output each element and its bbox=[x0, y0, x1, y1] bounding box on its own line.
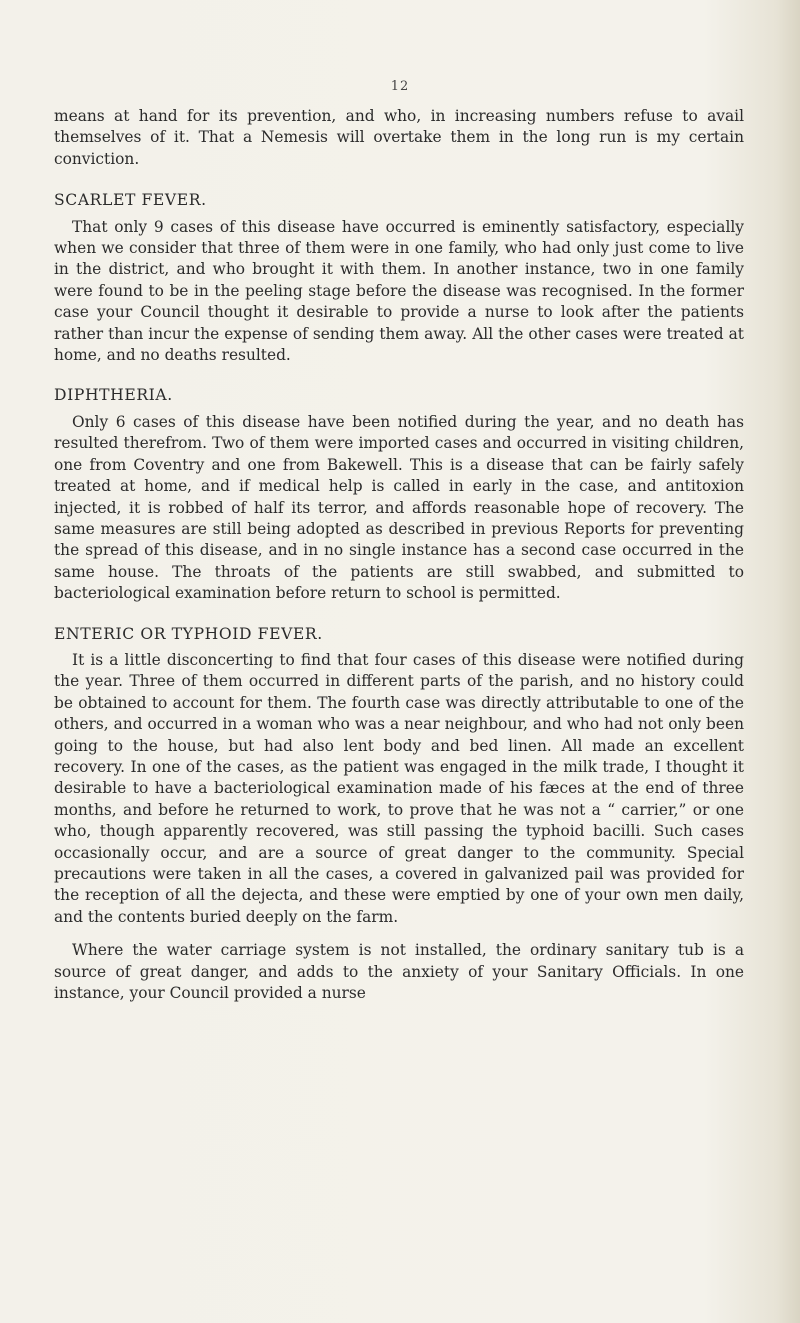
section-enteric-fever bbox=[54, 624, 744, 1005]
page-number: 12 bbox=[390, 79, 410, 94]
section-paragraph: It is a little disconcerting to find that four cases of this disease were notified during the year. Three of them occurred in different parts of the parish, and no history could be obtained to account for them. The fourth case was directly attributable to one of the others, and occurred in a woman who was a near neighbour, and who had not only been going to the house, but had also lent body and bed linen. All made an excellent recovery. In one of the cases, as the patient was engaged in the milk trade, I thought it desirable to have a bacteriological examination made of his fæces at the end of three months, and before he returned to work, to prove that he was not a “ carrier,” or one who, though apparently recovered, was still passing the typhoid bacilli. Such cases occasionally occur, and are a source of great danger to the community. Special precautions were taken in all the cases, a covered in galvanized pail was provided for the reception of all the dejecta, and these were emptied by one of your own men daily, and the contents buried deeply on the farm. bbox=[54, 650, 744, 926]
page-body bbox=[54, 106, 744, 1004]
section-paragraph: Only 6 cases of this disease have been notified during the year, and no death has resulted therefrom. Two of them were imported cases and occurred in visiting children, one from Coventry and one from Bakewell. This is a disease that can be fairly safely treated at home, and if medical help is called in early in the case, and antitoxion injected, it is robbed of half its terror, and affords reasonable hope of recovery. The same measures are still being adopted as described in previous Reports for preventing the spread of this disease, and in no single instance has a second case occurred in the same house. The throats of the patients are still swabbed, and submitted to bacteriological examination before return to school is permitted. bbox=[54, 412, 744, 603]
intro-paragraph: means at hand for its prevention, and who, in increasing numbers refuse to avail themselves of it. That a Nemesis will overtake them in the long run is my certain conviction. bbox=[54, 107, 744, 168]
section-paragraph: That only 9 cases of this disease have occurred is eminently satisfactory, especially when we consider that three of them were in one family, who had only just come to live in the district, and who brought it with them. In another instance, two in one family were found to be in the peeling stage before the disease was recognised. In the former case your Council thought it desirable to provide a nurse to look after the patients rather than incur the expense of sending them away. All the other cases were treated at home, and no deaths resulted. bbox=[54, 217, 744, 365]
section-heading: DIPHTHERIA. bbox=[54, 386, 173, 405]
section-diphtheria bbox=[54, 385, 744, 604]
section-heading: ENTERIC OR TYPHOID FEVER. bbox=[54, 624, 323, 643]
section-heading: SCARLET FEVER. bbox=[54, 191, 207, 210]
section-paragraph: Where the water carriage system is not installed, the ordinary sanitary tub is a source of great danger, and adds to the anxiety of your Sanitary Officials. In one instance, your Council provided a nurse bbox=[54, 941, 744, 1003]
section-scarlet-fever bbox=[54, 190, 744, 366]
